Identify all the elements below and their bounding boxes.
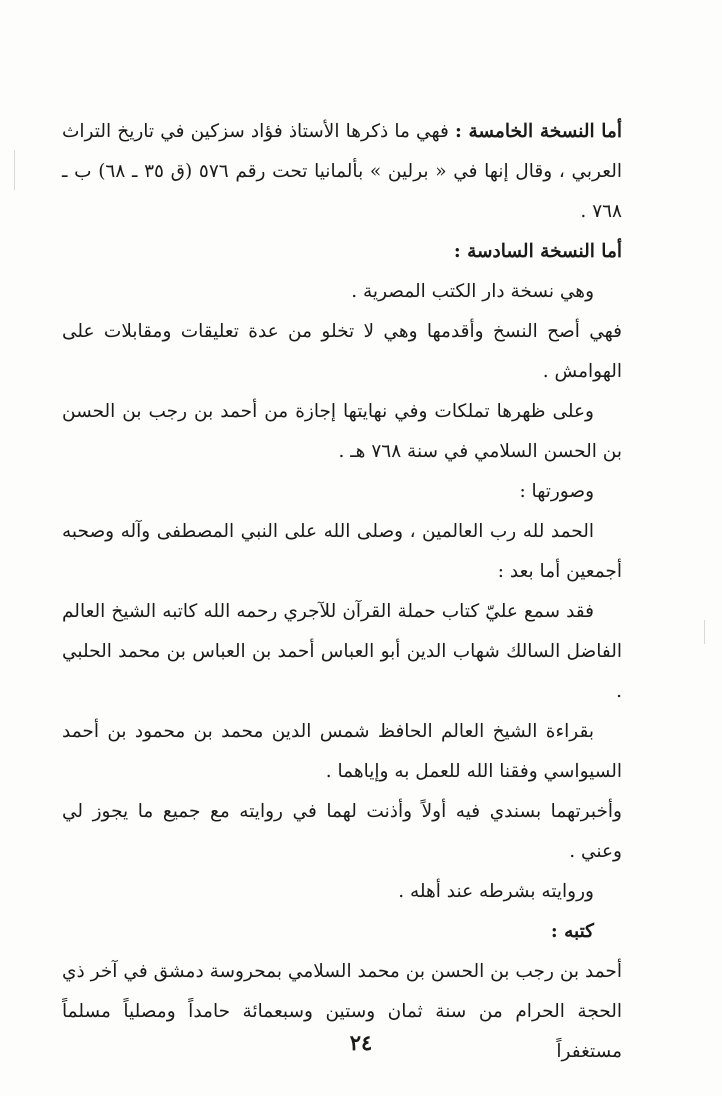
main-text [62, 112, 622, 1072]
text-signature: أحمد بن رجب بن الحسن بن محمد السلامي بمحروسة دمشق في آخر ذي الحجة الحرام من سنة ثمان وستين وسبعمائة حامداً ومصلياً مسلماً مستغفراً [62, 961, 622, 1062]
text-heard-book: فقد سمع عليّ كتاب حملة القرآن للآجري رحمه الله كاتبه الشيخ العالم الفاضل السالك شهاب الدين أبو العباس أحمد بن العباس بن محمد الحلبي . [62, 601, 622, 702]
text-egyptian-library: وهي نسخة دار الكتب المصرية . [351, 281, 594, 302]
text-narration: وروايته بشرطه عند أهله . [398, 881, 594, 902]
scan-edge-mark [14, 150, 15, 190]
text-ownership: وعلى ظهرها تملكات وفي نهايتها إجازة من أحمد بن رجب بن الحسن بن الحسن السلامي في سنة ٧٦٨ هـ . [62, 401, 622, 462]
paragraph-praise [62, 512, 622, 592]
text-fifth-copy: فهي ما ذكرها الأستاذ فؤاد سزكين في تاريخ التراث العربي ، وقال إنها في « برلين » بألمانيا تحت رقم ٥٧٦ (ق ٣٥ ـ ٦٨) ب ـ ٧٦٨ . [62, 121, 622, 222]
heading-sixth-copy: أما النسخة السادسة : [453, 241, 622, 262]
heading-fifth-copy: أما النسخة الخامسة : [454, 121, 622, 142]
text-reading: بقراءة الشيخ العالم الحافظ شمس الدين محمد بن محمود بن أحمد السيواسي وفقنا الله للعمل به وإياهما . [62, 721, 622, 782]
text-praise: الحمد لله رب العالمين ، وصلى الله على النبي المصطفى وآله وصحبه أجمعين أما بعد : [62, 521, 622, 582]
paragraph-its-form [62, 472, 622, 512]
paragraph-informed [62, 792, 622, 872]
paragraph-narration [62, 872, 622, 912]
paragraph-ownership [62, 392, 622, 472]
paragraph-sixth-copy [62, 232, 622, 272]
text-informed: وأخبرتهما بسندي فيه أولاً وأذنت لهما في روايته مع جميع ما يجوز لي وعني . [62, 801, 622, 862]
scan-edge-mark [704, 620, 705, 644]
paragraph-most-correct [62, 312, 622, 392]
paragraph-written-by [62, 912, 622, 952]
paragraph-fifth-copy [62, 112, 622, 232]
paragraph-egyptian-library [62, 272, 622, 312]
paragraph-heard-book [62, 592, 622, 712]
text-most-correct: فهي أصح النسخ وأقدمها وهي لا تخلو من عدة تعليقات ومقابلات على الهوامش . [62, 321, 622, 382]
heading-written-by: كتبه : [550, 921, 594, 942]
paragraph-reading [62, 712, 622, 792]
page-number: ٢٤ [349, 1030, 373, 1055]
text-its-form: وصورتها : [519, 481, 594, 502]
